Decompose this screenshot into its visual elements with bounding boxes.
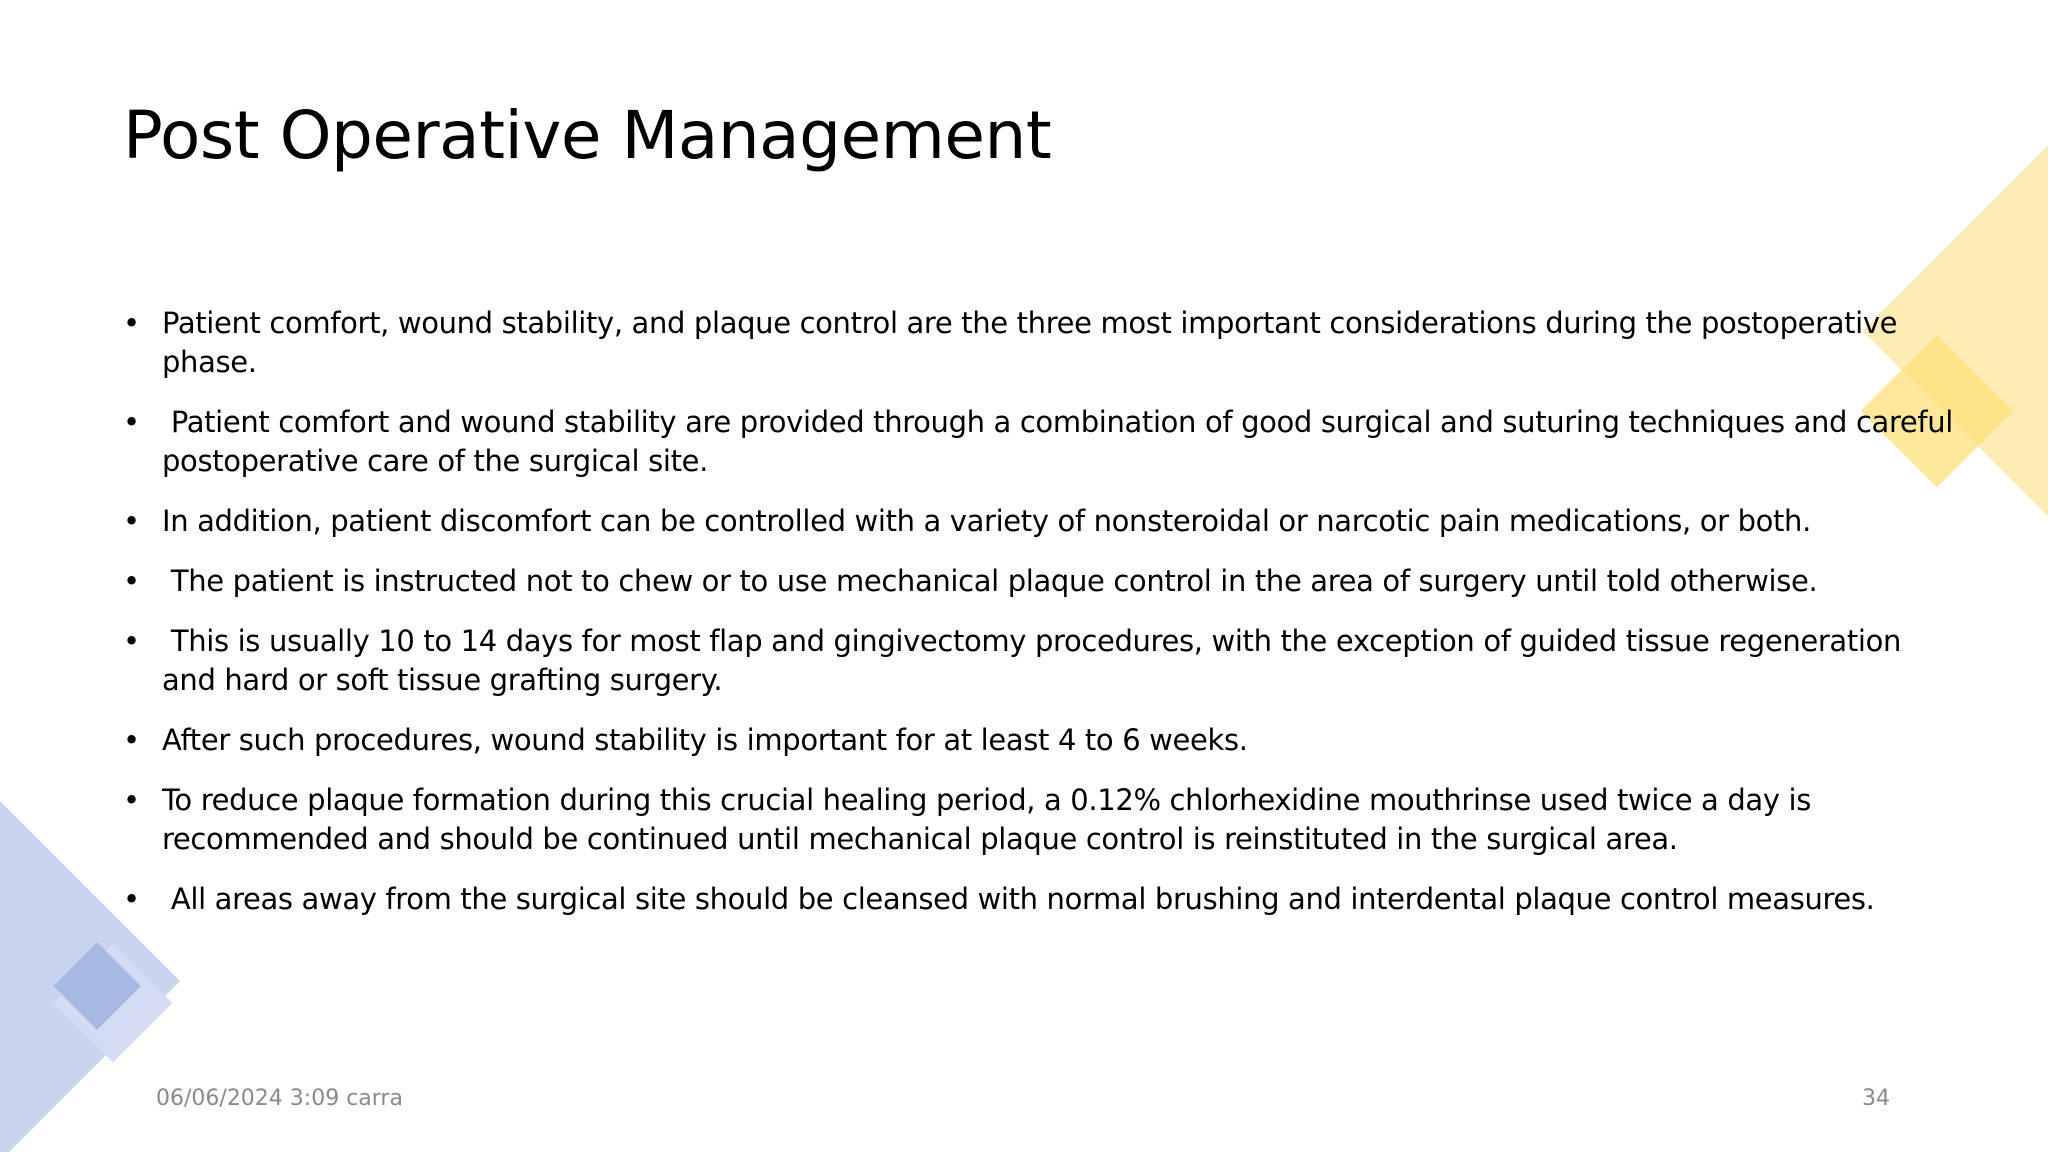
bullet-text: After such procedures, wound stability is important for at least 4 to 6 weeks. — [162, 723, 1248, 757]
bullet-item — [123, 304, 1953, 382]
bullet-marker: • — [123, 783, 140, 817]
bullet-item — [123, 403, 1962, 481]
bullet-item — [123, 562, 1953, 601]
bullet-text: Patient comfort, wound stability, and plaque control are the three most important considerations during the postoperative phase. — [162, 306, 1898, 379]
slide-number: 34 — [1862, 1086, 1890, 1111]
bullet-text: This is usually 10 to 14 days for most flap and gingivectomy procedures, with the exception of guided tissue regeneration and hard or soft tissue grafting surgery. — [162, 624, 1910, 697]
bullet-text: Patient comfort and wound stability are provided through a combination of good surgical and suturing techniques and careful postoperative care of the surgical site. — [162, 405, 1962, 478]
bullet-marker: • — [123, 723, 140, 757]
bullet-text: To reduce plaque formation during this crucial healing period, a 0.12% chlorhexidine mouthrinse used twice a day is recommended and should be continued until mechanical plaque control is reinstituted in the surgical area. — [162, 783, 1811, 856]
bullet-item — [123, 781, 1953, 859]
bullet-item — [123, 721, 1953, 760]
bullet-marker: • — [123, 504, 140, 538]
bullet-marker: • — [123, 624, 140, 658]
bullet-marker: • — [123, 306, 140, 340]
bullet-text: All areas away from the surgical site should be cleansed with normal brushing and interdental plaque control measures. — [162, 882, 1875, 916]
bullet-list — [123, 304, 1962, 940]
bullet-marker: • — [123, 882, 140, 916]
bullet-marker: • — [123, 564, 140, 598]
footer-date: 06/06/2024 3:09 carra — [156, 1086, 403, 1111]
bullet-marker: • — [123, 405, 140, 439]
slide-title: Post Operative Management — [123, 97, 1052, 174]
bullet-item — [123, 502, 1953, 541]
bullet-text: In addition, patient discomfort can be controlled with a variety of nonsteroidal or narcotic pain medications, or both. — [162, 504, 1811, 538]
bullet-item — [123, 622, 1953, 700]
bullet-item — [123, 880, 1953, 919]
bullet-text: The patient is instructed not to chew or to use mechanical plaque control in the area of surgery until told otherwise. — [162, 564, 1818, 598]
